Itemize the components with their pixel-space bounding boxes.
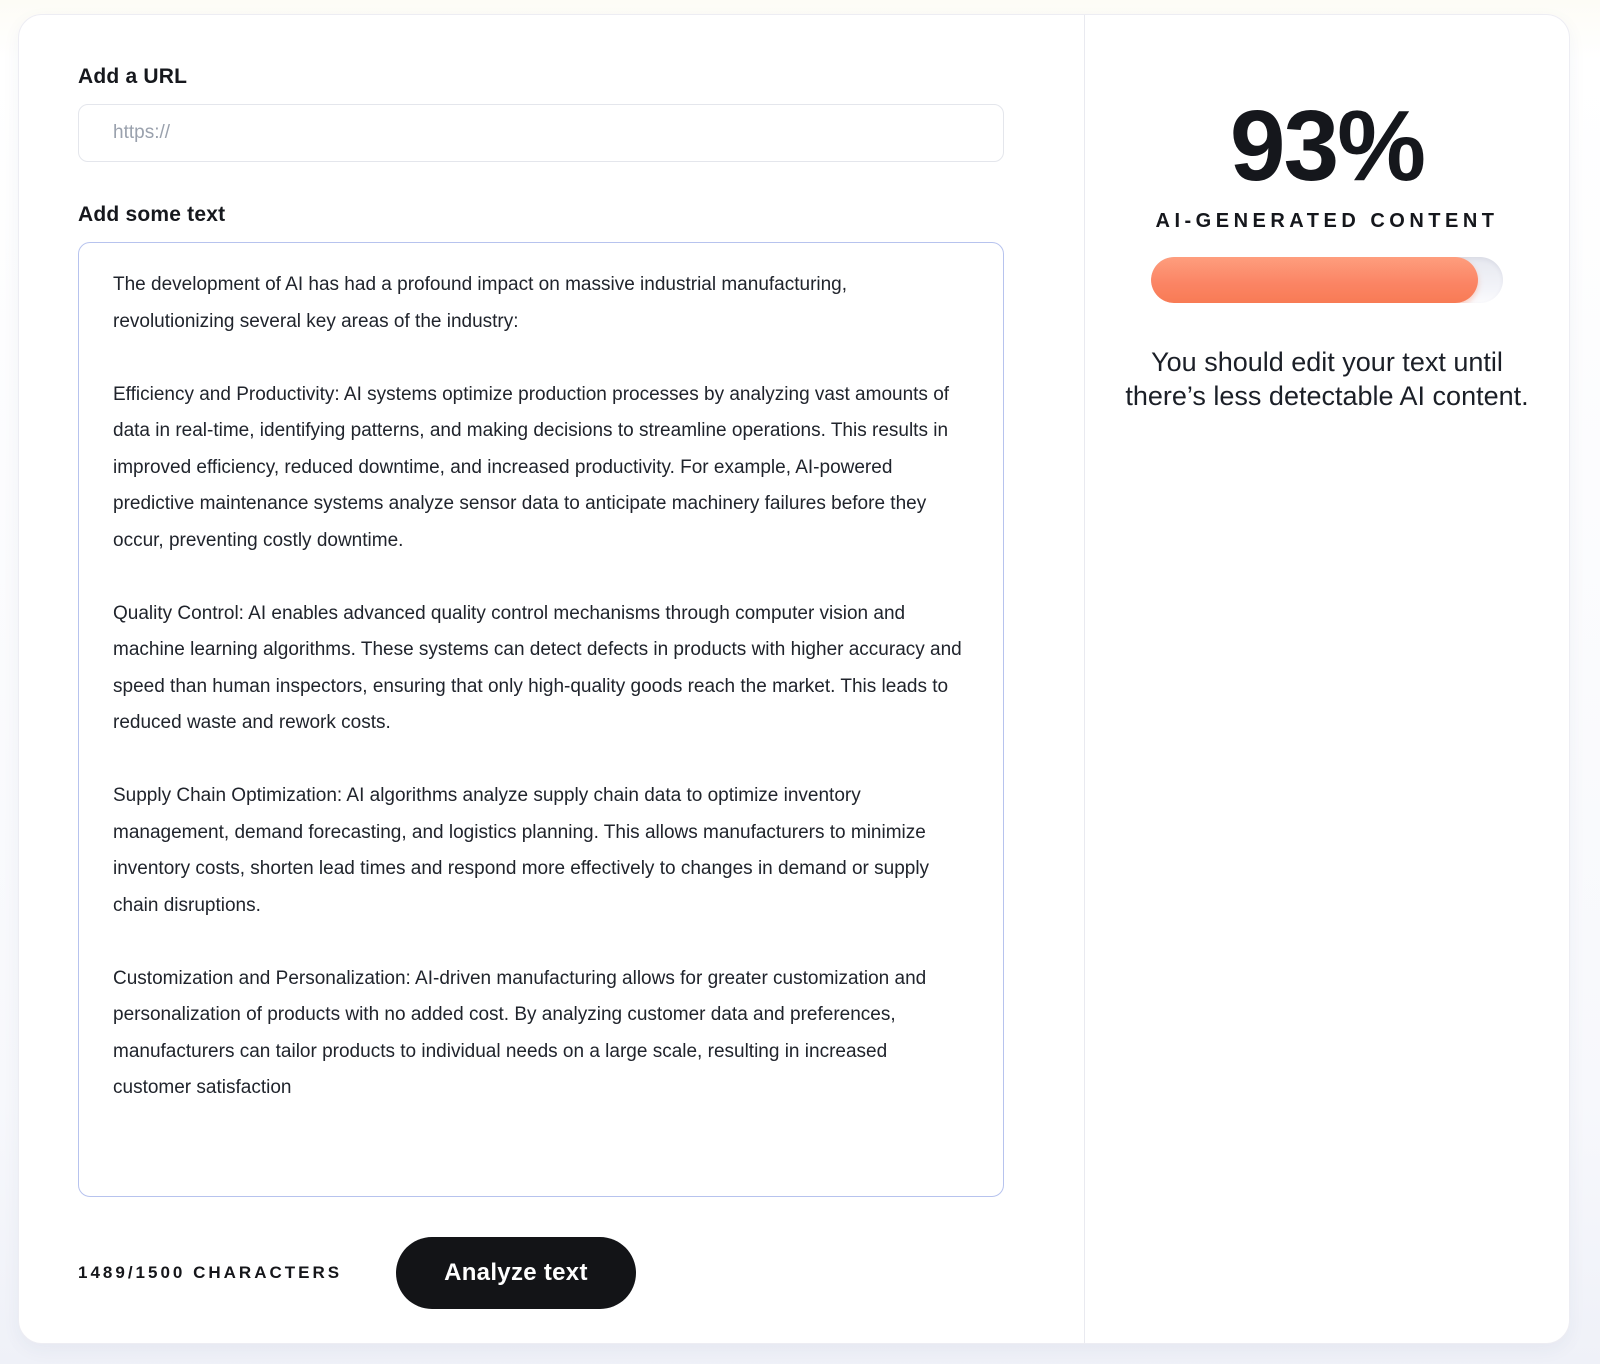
url-input[interactable] — [78, 104, 1004, 162]
result-pane — [1084, 15, 1569, 1343]
ai-score-label: AI-GENERATED CONTENT — [1155, 210, 1499, 232]
character-counter: 1489/1500 CHARACTERS — [78, 1263, 343, 1282]
url-label: Add a URL — [78, 65, 188, 88]
ai-progress-bar-track — [1151, 257, 1503, 303]
ai-score-percent: 93% — [1229, 90, 1425, 202]
analyze-text-button[interactable]: Analyze text — [396, 1237, 636, 1309]
text-input[interactable] — [78, 242, 1004, 1197]
detector-card — [18, 14, 1570, 1344]
bottom-row — [78, 1237, 1004, 1309]
input-pane — [19, 15, 1084, 1343]
ai-progress-bar-fill — [1151, 257, 1478, 303]
advice-text: You should edit your text until there’s less detectable AI content. — [1125, 347, 1529, 411]
text-label: Add some text — [78, 203, 226, 226]
